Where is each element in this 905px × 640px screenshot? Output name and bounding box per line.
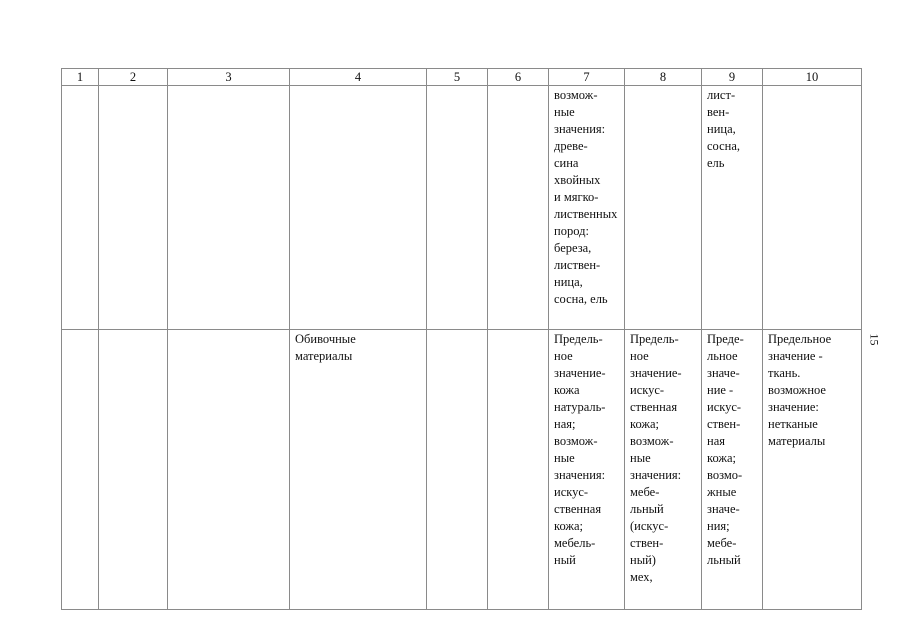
column-header: 10 [763, 69, 862, 86]
header-row [62, 69, 862, 86]
table-cell [62, 330, 99, 610]
table-cell [427, 86, 488, 330]
table-cell [763, 86, 862, 330]
table-cell [62, 86, 99, 330]
table-cell [427, 330, 488, 610]
table-cell [488, 86, 549, 330]
table-cell [168, 86, 290, 330]
column-header: 6 [488, 69, 549, 86]
table-cell: Обивочные материалы [290, 330, 427, 610]
table-cell [168, 330, 290, 610]
page-number: 15 [867, 333, 882, 346]
table-cell [99, 86, 168, 330]
table-cell [290, 86, 427, 330]
table-cell [488, 330, 549, 610]
table-cell [625, 86, 702, 330]
column-header: 2 [99, 69, 168, 86]
table-row [62, 330, 862, 610]
table-cell: лист- вен- ница, сосна, ель [702, 86, 763, 330]
table-row [62, 86, 862, 330]
table-cell: Предельное значение - ткань. возможное значение: нетканые материалы [763, 330, 862, 610]
document-table [61, 68, 862, 610]
column-header: 1 [62, 69, 99, 86]
table-cell [99, 330, 168, 610]
column-header: 7 [549, 69, 625, 86]
column-header: 3 [168, 69, 290, 86]
column-header: 8 [625, 69, 702, 86]
column-header: 5 [427, 69, 488, 86]
table-cell: Преде- льное значе- ние - искус- ствен- ная кожа; возмо- жные значе- ния; мебе- льный [702, 330, 763, 610]
table-cell: возмож- ные значения: древе- сина хвойных и мягко- лиственных пород: береза, листвен- ница, сосна, ель [549, 86, 625, 330]
column-header: 9 [702, 69, 763, 86]
table-cell: Предель- ное значение- искус- ственная кожа; возмож- ные значения: мебе- льный (искус- ствен- ный) мех, [625, 330, 702, 610]
column-header: 4 [290, 69, 427, 86]
table-cell: Предель- ное значение- кожа натураль- ная; возмож- ные значения: искус- ственная кожа; мебель- ный [549, 330, 625, 610]
